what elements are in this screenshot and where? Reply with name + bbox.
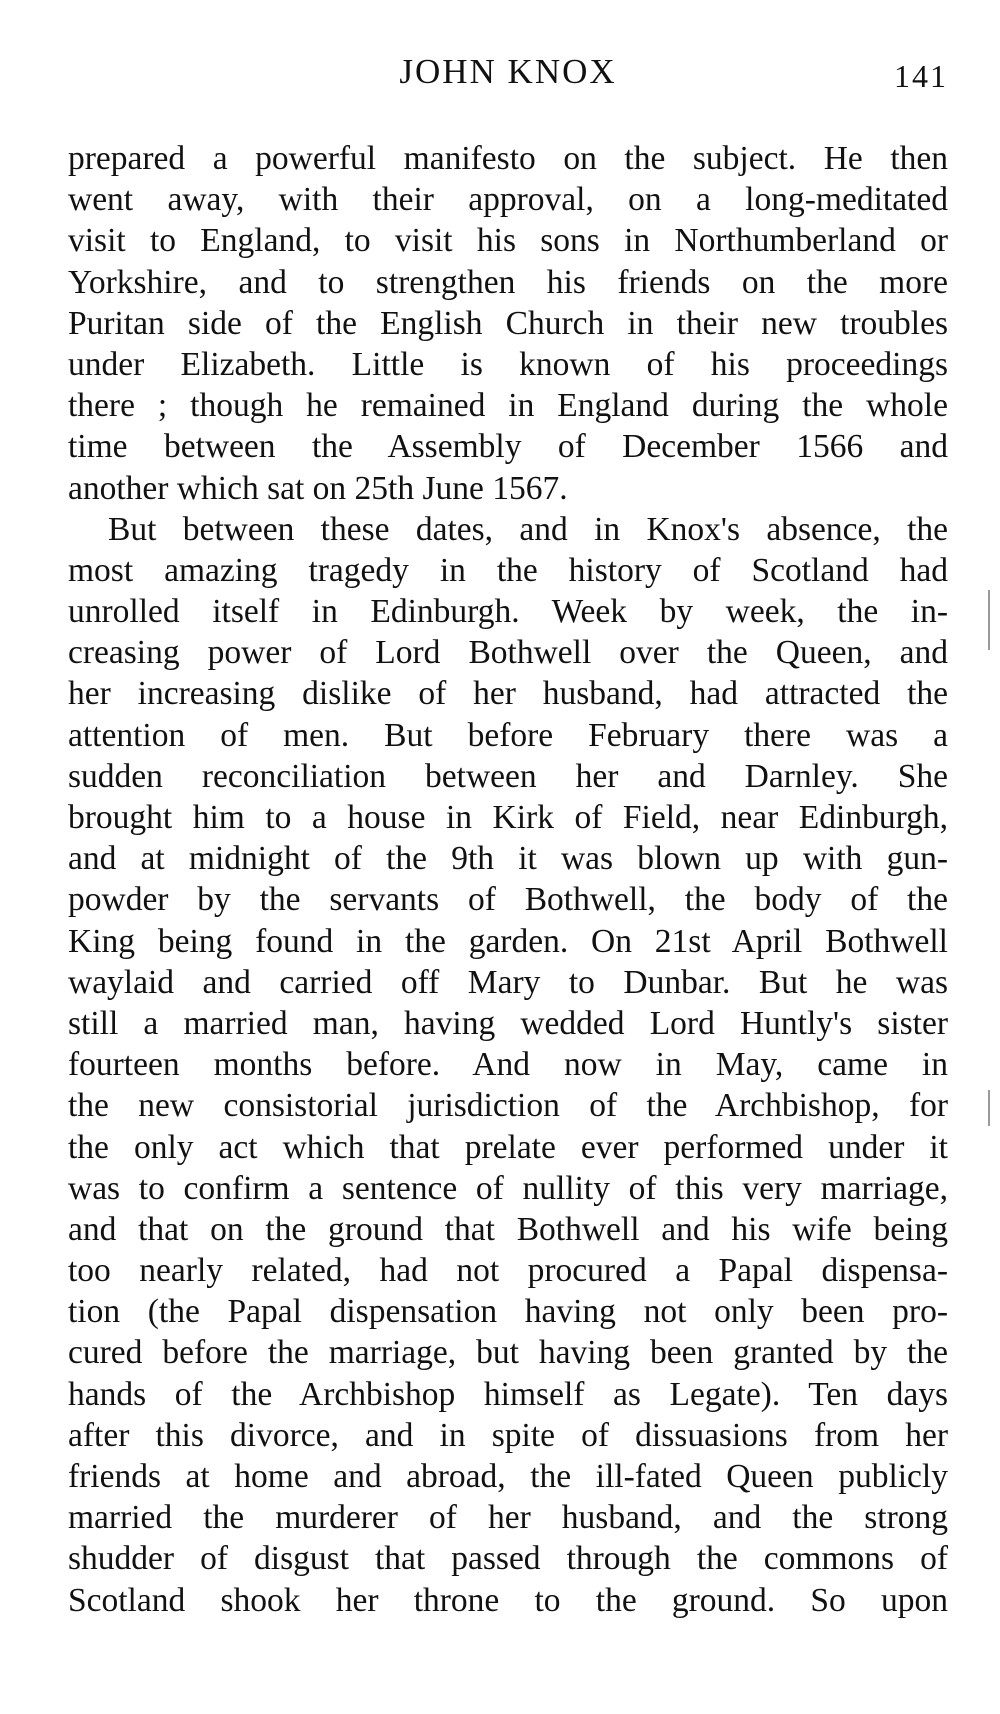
running-head: [68, 50, 948, 94]
text-line: cured before the marriage, but having been granted by the: [68, 1334, 948, 1372]
text-line: King being found in the garden. On 21st April Bothwell: [68, 922, 948, 960]
text-line: Puritan side of the English Church in their new troubles: [68, 304, 948, 342]
text-line: attention of men. But before February there was a: [68, 716, 948, 754]
text-line: powder by the servants of Bothwell, the body of the: [68, 881, 948, 919]
text-line: the only act which that prelate ever performed under it: [68, 1128, 948, 1166]
paragraph-1: [68, 138, 948, 509]
body-text: [68, 138, 948, 1621]
text-line: hands of the Archbishop himself as Legate). Ten days: [68, 1375, 948, 1413]
text-line: unrolled itself in Edinburgh. Week by week, the in-: [68, 593, 948, 631]
text-line: married the murderer of her husband, and the strong: [68, 1499, 948, 1537]
text-line: the new consistorial jurisdiction of the Archbishop, for: [68, 1087, 948, 1125]
text-line: after this divorce, and in spite of dissuasions from her: [68, 1416, 948, 1454]
text-line: tion (the Papal dispensation having not only been pro-: [68, 1293, 948, 1331]
text-line: still a married man, having wedded Lord Huntly's sister: [68, 1004, 948, 1042]
text-line: waylaid and carried off Mary to Dunbar. But he was: [68, 963, 948, 1001]
text-line: time between the Assembly of December 1566 and: [68, 428, 948, 466]
text-line: friends at home and abroad, the ill-fated Queen publicly: [68, 1458, 948, 1495]
text-line: her increasing dislike of her husband, had attracted the: [68, 675, 948, 713]
text-line: most amazing tragedy in the history of Scotland had: [68, 551, 948, 589]
text-line: and that on the ground that Bothwell and his wife being: [68, 1210, 948, 1248]
text-line: prepared a powerful manifesto on the subject. He then: [68, 140, 948, 177]
running-title: JOHN KNOX: [399, 52, 617, 91]
text-line: creasing power of Lord Bothwell over the Queen, and: [68, 634, 948, 672]
text-line: Yorkshire, and to strengthen his friends on the more: [68, 263, 948, 301]
page-number: 141: [894, 58, 948, 94]
text-line: But between these dates, and in Knox's absence, the: [108, 510, 948, 548]
text-line: was to confirm a sentence of nullity of this very marriage,: [68, 1169, 948, 1207]
text-line: sudden reconciliation between her and Darnley. She: [68, 757, 948, 795]
text-line: visit to England, to visit his sons in Northumberland or: [68, 222, 948, 260]
text-line: shudder of disgust that passed through the commons of: [68, 1540, 948, 1578]
text-line: too nearly related, had not procured a Papal dispensa-: [68, 1252, 948, 1290]
text-line: Scotland shook her throne to the ground. So upon: [68, 1581, 948, 1619]
text-line: brought him to a house in Kirk of Field, near Edinburgh,: [68, 799, 948, 836]
text-line: went away, with their approval, on a long-meditated: [68, 181, 948, 219]
text-line: fourteen months before. And now in May, came in: [68, 1046, 948, 1084]
text-line: there ; though he remained in England during the whole: [68, 387, 948, 425]
scan-margin-mark: [988, 1090, 990, 1126]
text-line: another which sat on 25th June 1567.: [68, 469, 568, 507]
text-line: under Elizabeth. Little is known of his proceedings: [68, 345, 948, 383]
text-line: and at midnight of the 9th it was blown up with gun-: [68, 840, 948, 878]
paragraph-2: [68, 509, 948, 1621]
scan-margin-mark: [988, 590, 990, 650]
